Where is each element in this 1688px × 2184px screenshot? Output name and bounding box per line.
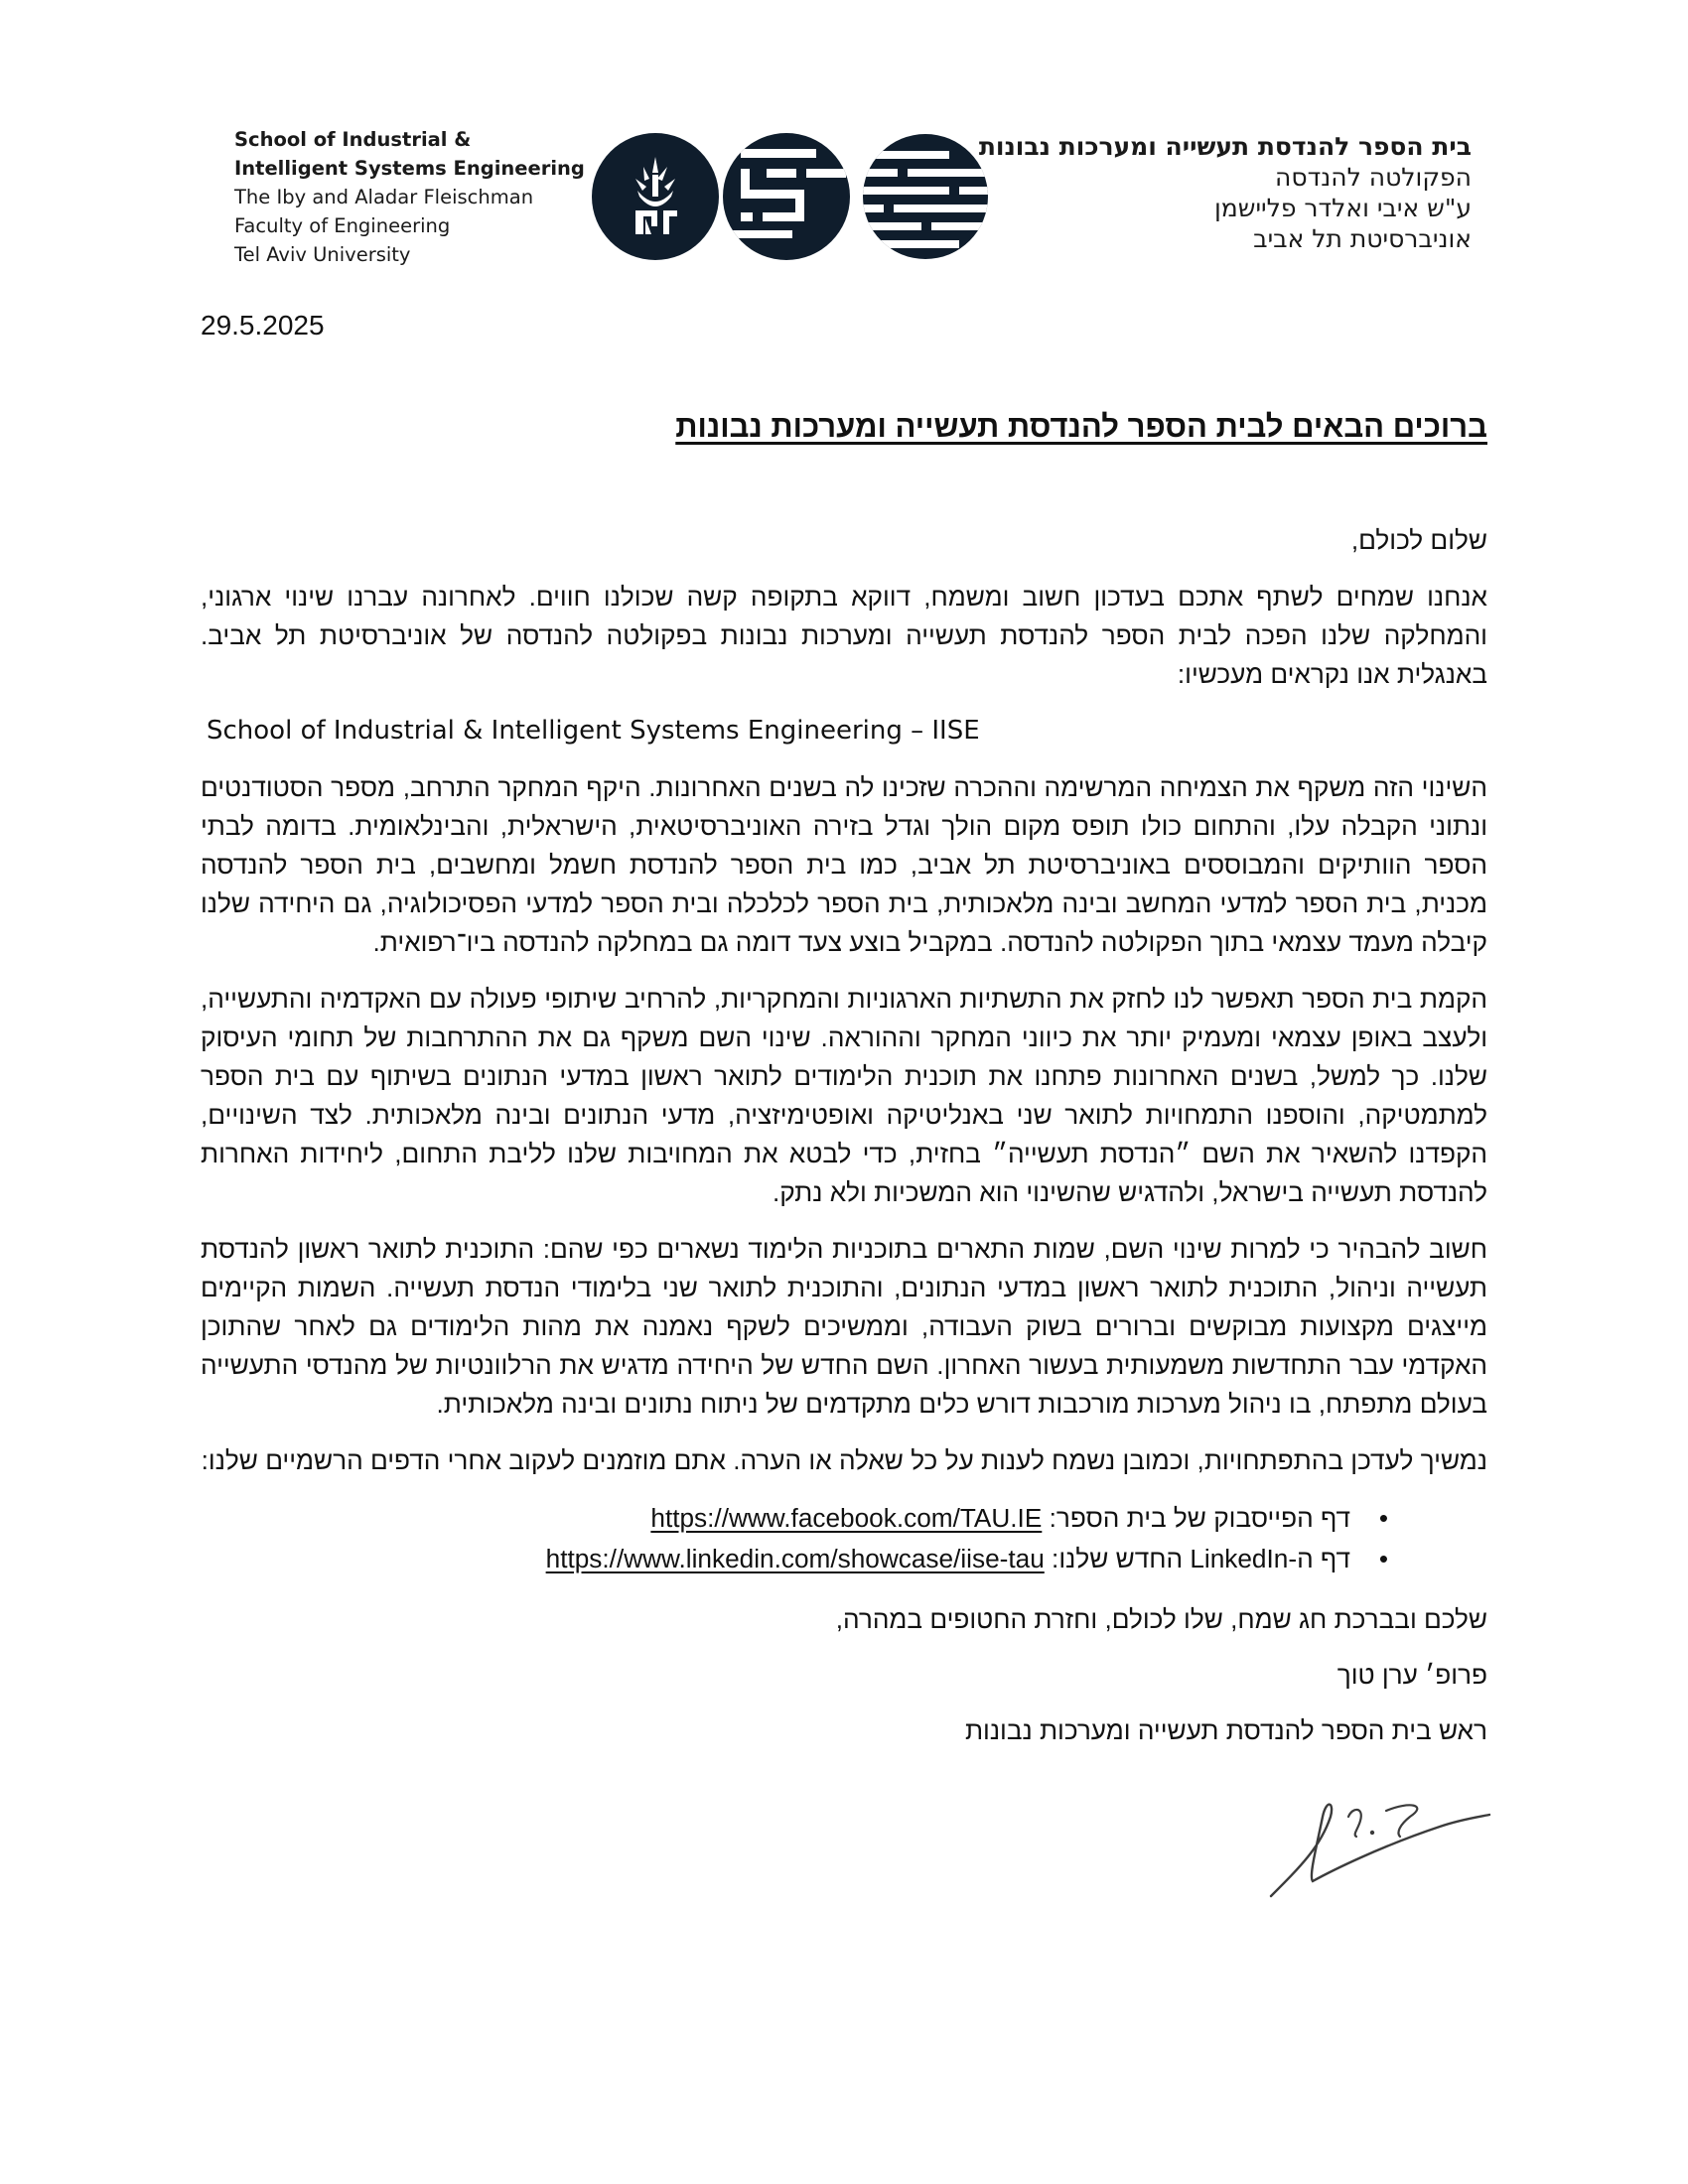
linkedin-link[interactable]: https://www.linkedin.com/showcase/iise-tau (545, 1544, 1045, 1573)
university-name-en: Tel Aviv University (234, 243, 411, 266)
list-item-linkedin (201, 1539, 1388, 1579)
english-school-name: School of Industrial & Intelligent Systems Engineering – IISE (207, 716, 980, 746)
letterhead-hebrew (915, 131, 1472, 254)
facebook-link-label: דף הפייסבוק של בית הספר: (1049, 1503, 1350, 1533)
school-name-en-line2: Intelligent Systems Engineering (234, 157, 585, 180)
faculty-honoree-he: ע"ש איבי ואלדר פליישמן (1213, 194, 1472, 222)
faculty-name-he: הפקולטה להנדסה (1275, 163, 1472, 192)
paragraph-5: נמשיך לעדכן בהתפתחויות, וכמובן נשמח לענות על כל שאלה או הערה. אתם מוזמנים לעקוב אחרי הדפים הרשמיים שלנו: (201, 1445, 1487, 1475)
letter-title: ברוכים הבאים לבית הספר להנדסת תעשייה ומערכות נבונות (675, 409, 1487, 444)
letterhead-english (234, 125, 592, 269)
paragraph-1: אנחנו שמחים לשתף אתכם בעדכון חשוב ומשמח, דווקא בתקופה קשה שכולנו חווים. לאחרונה עברנו שינוי ארגוני, והמחלקה שלנו הפכה לבית הספר להנדסת תעשייה ומערכות נבונות בפקולטה להנדסה של אוניברסיטת תל אביב. באנגלית אנו נקראים מעכשיו: (201, 582, 1487, 689)
letter-closing (836, 1600, 1487, 1767)
school-name-he: בית הספר להנדסת תעשייה ומערכות נבונות (978, 132, 1472, 161)
links-list (201, 1498, 1487, 1579)
facebook-link[interactable]: https://www.facebook.com/TAU.IE (650, 1503, 1043, 1533)
linkedin-link-label: דף ה-LinkedIn החדש שלנו: (1052, 1544, 1350, 1573)
greeting: שלום לכולם, (1350, 525, 1487, 555)
letter-body (201, 521, 1487, 1597)
university-name-he: אוניברסיטת תל אביב (1253, 224, 1472, 253)
faculty-name-en-line2: Faculty of Engineering (234, 214, 451, 237)
letter-date: 29.5.2025 (201, 310, 325, 341)
school-logo-icon (723, 133, 850, 260)
signature-image (1261, 1777, 1499, 1916)
closing-wishes: שלכם ובברכת חג שמח, שלו לכולם, וחזרת החטופים במהרה, (835, 1604, 1487, 1634)
paragraph-4: חשוב להבהיר כי למרות שינוי השם, שמות התארים בתוכניות הלימוד נשארים כפי שהם: התוכנית לתואר ראשון להנדסת תעשייה וניהול, התוכנית לתואר ראשון במדעי הנתונים, והתוכנית לתואר שני בלימודי הנדסת תעשייה. השמות הקיימים מייצגים מקצועות מבוקשים וברורים בשוק העבודה, וממשיכים לשקף נאמנה את מהות הלימודים גם לאחר שהתוכן האקדמי עבר התחדשות משמעותית בעשור האחרון. השם החדש של היחידה מדגיש את הרלוונטיות של מהנדסי התעשייה בעולם מתפתח, בו ניהול מערכות מורכבות דורש כלים מתקדמים של ניתוח נתונים ובינה מלאכותית. (201, 1234, 1487, 1419)
faculty-name-en-line1: The Iby and Aladar Fleischman (234, 186, 534, 208)
school-name-en-line1: School of Industrial & (234, 128, 472, 151)
signer-role: ראש בית הספר להנדסת תעשייה ומערכות נבונות (964, 1715, 1487, 1745)
paragraph-3: הקמת בית הספר תאפשר לנו לחזק את התשתיות הארגוניות והמחקריות, להרחיב שיתופי פעולה עם האקדמיה והתעשייה, ולעצב באופן עצמאי ומעמיק יותר את כיווני המחקר וההוראה. שינוי השם משקף גם את ההתרחבות של תחומי העיסוק שלנו. כך למשל, בשנים האחרונות פתחנו את תוכנית הלימודים לתואר ראשון במדעי הנתונים בשיתוף עם בית הספר למתמטיקה, והוספנו התמחויות לתואר שני באנליטיקה ואופטימיזציה, מדעי הנתונים ובינה מלאכותית. לצד השינויים, הקפדנו להשאיר את השם ״הנדסת תעשייה״ בחזית, כדי לבטא את המחויבות שלנו לליבת התחום, ליחידות האחרות להנדסת תעשייה בישראל, ולהדגיש שהשינוי הוא המשכיות ולא נתק. (201, 984, 1487, 1207)
list-item-facebook (201, 1498, 1388, 1539)
paragraph-2: השינוי הזה משקף את הצמיחה המרשימה וההכרה שזכינו לה בשנים האחרונות. היקף המחקר התרחב, מספר הסטודנטים ונתוני הקבלה עלו, והתחום כולו תופס מקום הולך וגדל בזירה האוניברסיטאית, הישראלית, והבינלאומית. בדומה לבתי הספר הוותיקים והמבוססים באוניברסיטת תל אביב, כמו בית הספר להנדסת חשמל ומחשבים, בית הספר להנדסה מכנית, בית הספר למדעי המחשב ובינה מלאכותית, בית הספר לכלכלה ובית הספר למדעי הפסיכולוגיה, גם היחידה שלנו קיבלה מעמד עצמאי בתוך הפקולטה להנדסה. במקביל בוצע צעד דומה גם במחלקה להנדסה ביו־רפואית. (201, 772, 1487, 957)
signer-name: פרופ׳ ערן טוך (1336, 1660, 1487, 1690)
tau-logo-icon (592, 133, 719, 260)
